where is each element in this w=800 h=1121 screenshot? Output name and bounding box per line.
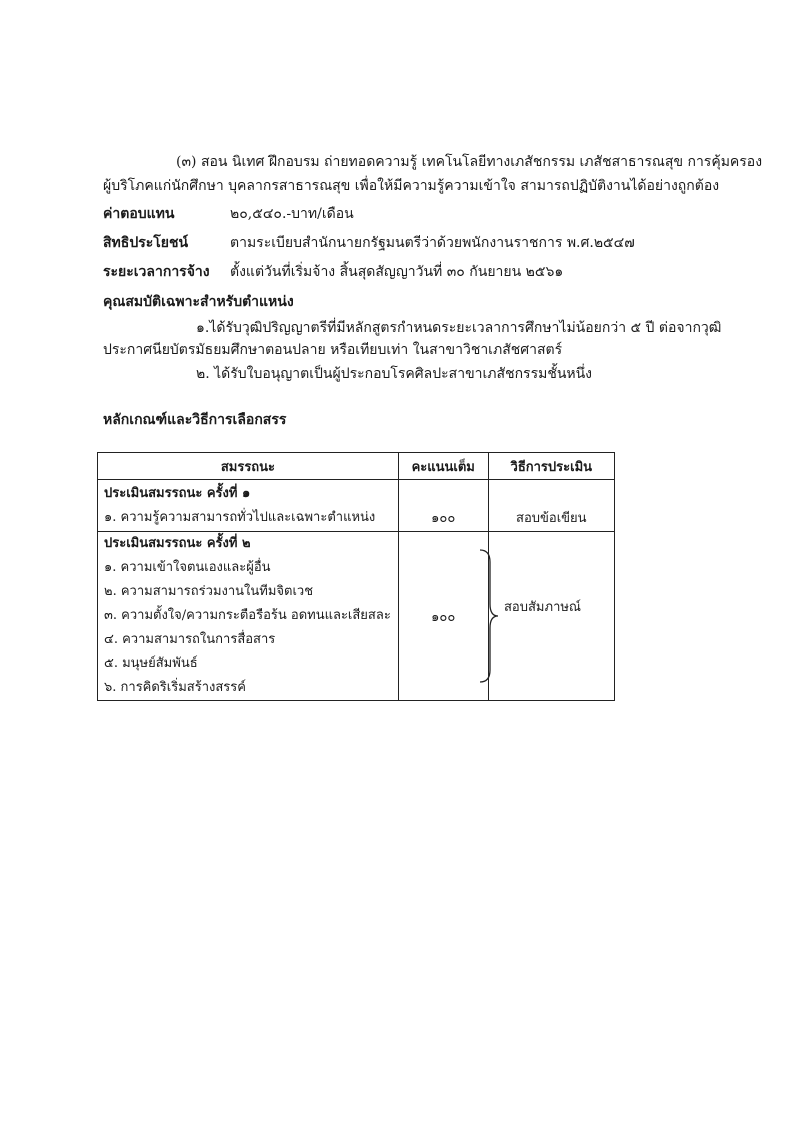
- qualification-1-line2: ประกาศนียบัตรมัธยมศึกษาตอนปลาย หรือเทียบเท่า ในสาขาวิชาเภสัชศาสตร์: [103, 342, 563, 358]
- round1-method: สอบข้อเขียน: [488, 480, 614, 532]
- round2-title: ประเมินสมรรถนะ ครั้งที่ ๒: [104, 536, 251, 551]
- compensation-value: ๒๐,๕๔๐.-บาท/เดือน: [230, 206, 354, 222]
- duty-item3-line2: ผู้บริโภคแก่นักศึกษา บุคลากรสาธารณสุข เพื่อให้มีความรู้ความเข้าใจ สามารถปฏิบัติงานได้อย่างถูกต้อง: [103, 178, 720, 194]
- qualification-1-line1: ๑.ได้รับวุฒิปริญญาตรีที่มีหลักสูตรกำหนดระยะเวลาการศึกษาไม่น้อยกว่า ๕ ปี ต่อจากวุฒิ: [196, 320, 722, 336]
- round2-method: สอบสัมภาษณ์: [504, 600, 581, 615]
- round2-score: ๑๐๐: [398, 532, 488, 701]
- round2-item-3: ๓. ความตั้งใจ/ความกระตือรือร้น อดทนและเสียสละ: [104, 608, 391, 623]
- period-label: ระยะเวลาการจ้าง: [103, 264, 210, 280]
- criteria-table: [97, 452, 615, 701]
- benefits-value: ตามระเบียบสำนักนายกรัฐมนตรีว่าด้วยพนักงานราชการ พ.ศ.๒๕๔๗: [230, 235, 635, 251]
- round1-title: ประเมินสมรรถนะ ครั้งที่ ๑: [104, 485, 251, 501]
- round2-item-2: ๒. ความสามารถร่วมงานในทีมจิตเวช: [104, 584, 314, 599]
- round2-item-4: ๔. ความสามารถในการสื่อสาร: [104, 632, 276, 647]
- header-full-score: คะแนนเต็ม: [398, 453, 488, 480]
- criteria-heading: หลักเกณฑ์และวิธีการเลือกสรร: [103, 412, 287, 428]
- round1-item-1: ๑. ความรู้ความสามารถทั่วไปและเฉพาะตำแหน่ง: [104, 509, 376, 525]
- round1-cell: [98, 480, 399, 532]
- qualifications-heading: คุณสมบัติเฉพาะสำหรับตำแหน่ง: [103, 294, 294, 310]
- duty-item3-line1: (๓) สอน นิเทศ ฝึกอบรม ถ่ายทอดความรู้ เทคโนโลยีทางเภสัชกรรม เภสัชสาธารณสุข การคุ้มครอง: [176, 154, 763, 170]
- round1-score: ๑๐๐: [398, 480, 488, 532]
- round2-cell: [98, 532, 399, 701]
- table-header-row: [98, 453, 615, 480]
- round2-item-5: ๕. มนุษย์สัมพันธ์: [104, 656, 198, 671]
- round2-item-6: ๖. การคิดริเริ่มสร้างสรรค์: [104, 680, 246, 695]
- benefits-label: สิทธิประโยชน์: [103, 235, 189, 251]
- qualification-2: ๒. ได้รับใบอนุญาตเป็นผู้ประกอบโรคศิลปะสาขาเภสัชกรรมชั้นหนึ่ง: [196, 366, 593, 382]
- round2-item-1: ๑. ความเข้าใจตนเองและผู้อื่น: [104, 560, 271, 575]
- header-method: วิธีการประเมิน: [488, 453, 614, 480]
- table-row-round1: [98, 480, 615, 532]
- header-competency: สมรรถนะ: [98, 453, 399, 480]
- period-value: ตั้งแต่วันที่เริ่มจ้าง สิ้นสุดสัญญาวันที่ ๓๐ กันยายน ๒๕๖๑: [230, 264, 564, 280]
- right-brace-icon: [478, 548, 500, 684]
- compensation-label: ค่าตอบแทน: [103, 206, 175, 222]
